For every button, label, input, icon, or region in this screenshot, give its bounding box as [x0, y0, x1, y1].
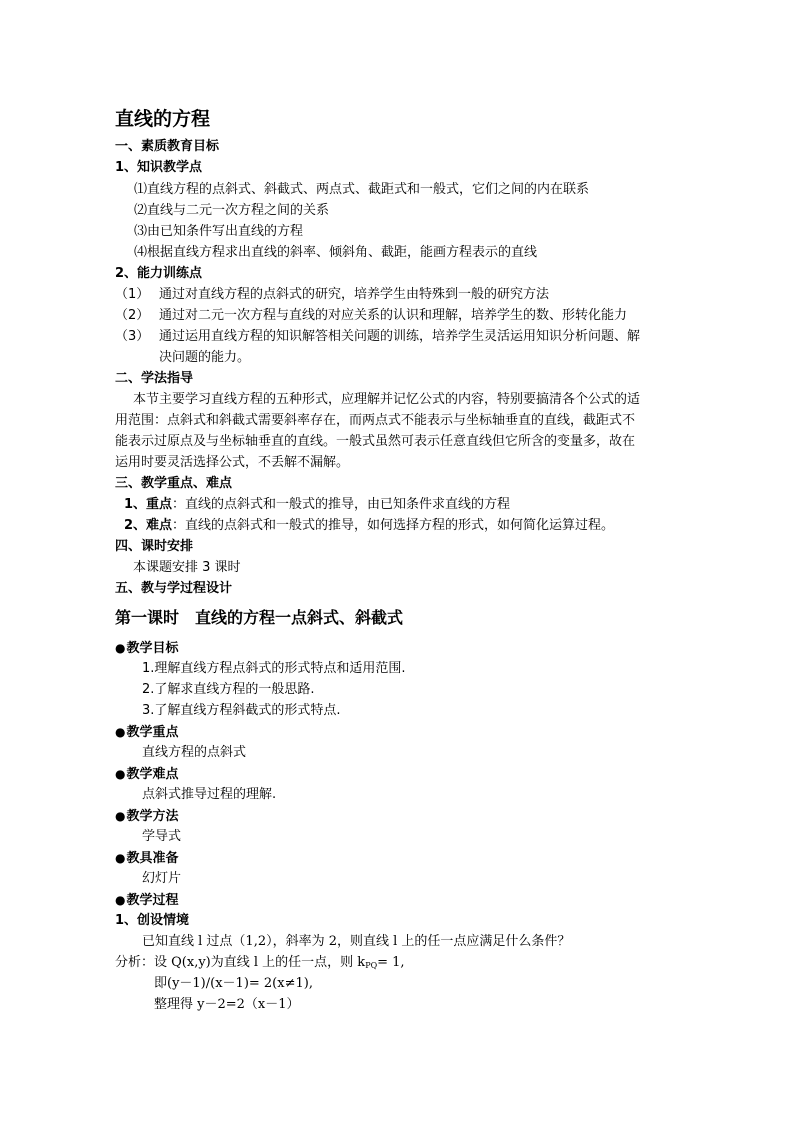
ability-item-text: 通过对直线方程的点斜式的研究，培养学生由特殊到一般的研究方法 [159, 287, 550, 302]
scene-heading: 1、创设情境 [115, 913, 190, 928]
key-point-label: 1、重点 [124, 497, 173, 512]
focus-text: 直线方程的点斜式 [142, 745, 247, 760]
paragraph-line: 本节主要学习直线方程的五种形式，应理解并记忆公式的内容，特别要搞清各个公式的适 [133, 392, 641, 407]
knowledge-item-3: ⑶由已知条件写出直线的方程 [134, 224, 304, 239]
section-heading-2: 二、学法指导 [115, 371, 194, 386]
knowledge-item-1: ⑴直线方程的点斜式、斜截式、两点式、截距式和一般式，它们之间的内在联系 [134, 182, 590, 197]
ability-item-3-continuation: 决问题的能力。 [159, 350, 251, 365]
key-point-line [124, 495, 510, 515]
difficulty-point-line [124, 516, 614, 536]
analysis-text: 分析：设 Q(x,y)为直线 l 上的任一点，则 k [115, 955, 366, 970]
goal-item-1: 1.理解直线方程点斜式的形式特点和适用范围. [142, 661, 406, 676]
process-heading: ● 教学过程 [115, 890, 179, 911]
goal-item-3: 3.了解直线方程斜截式的形式特点. [142, 703, 341, 718]
knowledge-item-2: ⑵直线与二元一次方程之间的关系 [134, 203, 330, 218]
schedule-text: 本课题安排 3 课时 [133, 560, 241, 575]
section-heading-3: 三、教学重点、难点 [115, 476, 233, 491]
ability-item-3 [115, 327, 640, 347]
method-heading: ● 教学方法 [115, 806, 179, 827]
ability-item-text: 通过对二元一次方程与直线的对应关系的认识和理解，培养学生的数、形转化能力 [159, 308, 628, 323]
lesson-heading: 第一课时 直线的方程一点斜式、斜截式 [115, 608, 404, 627]
analysis-step-1: 即(y－1)/(x－1)= 2(x≠1), [154, 976, 313, 991]
paragraph-line: 用范围：点斜式和斜截式需要斜率存在，而两点式不能表示与坐标轴垂直的直线，截距式不 [115, 413, 636, 428]
section-heading-1: 一、素质教育目标 [115, 139, 220, 154]
ability-item-1 [115, 285, 549, 305]
ability-item-number: （2） [115, 308, 150, 323]
knowledge-item-4: ⑷根据直线方程求出直线的斜率、倾斜角、截距，能画方程表示的直线 [134, 245, 538, 260]
ability-item-number: （3） [115, 329, 150, 344]
slope-subscript: PQ [365, 961, 378, 970]
ability-item-2 [115, 306, 627, 326]
ability-item-number: （1） [115, 287, 150, 302]
paragraph-line: 能表示过原点及与坐标轴垂直的直线。一般式虽然可表示任意直线但它所含的变量多，故在 [115, 434, 636, 449]
scene-question: 已知直线 l 过点（1,2），斜率为 2，则直线 l 上的任一点应满足什么条件？ [142, 934, 571, 949]
goal-item-2: 2.了解求直线方程的一般思路. [142, 682, 315, 697]
subsection-heading-knowledge: 1、知识教学点 [115, 160, 203, 175]
subsection-heading-ability: 2、能力训练点 [115, 266, 203, 281]
section-heading-4: 四、课时安排 [115, 539, 194, 554]
document-title: 直线的方程 [115, 108, 211, 130]
ability-item-text: 通过运用直线方程的知识解答相关问题的训练，培养学生灵活运用知识分析问题、解 [159, 329, 641, 344]
focus-heading: ● 教学重点 [115, 722, 179, 743]
analysis-line [115, 953, 405, 976]
tools-text: 幻灯片 [142, 871, 182, 886]
analysis-text-end: = 1, [377, 955, 405, 970]
section-heading-5: 五、教与学过程设计 [115, 581, 233, 596]
key-point-text: ：直线的点斜式和一般式的推导，由已知条件求直线的方程 [172, 497, 511, 512]
paragraph-line: 运用时要灵活选择公式，不丢解不漏解。 [115, 455, 350, 470]
tools-heading: ● 教具准备 [115, 848, 179, 869]
goal-heading: ● 教学目标 [115, 638, 179, 659]
difficulty-point-label: 2、难点 [124, 518, 173, 533]
method-text: 学导式 [142, 829, 182, 844]
analysis-step-2: 整理得 y－2=2（x－1） [154, 997, 300, 1012]
difficulty-heading: ● 教学难点 [115, 764, 179, 785]
difficulty-text: 点斜式推导过程的理解. [142, 787, 277, 802]
difficulty-point-text: ：直线的点斜式和一般式的推导，如何选择方程的形式，如何简化运算过程。 [172, 518, 615, 533]
